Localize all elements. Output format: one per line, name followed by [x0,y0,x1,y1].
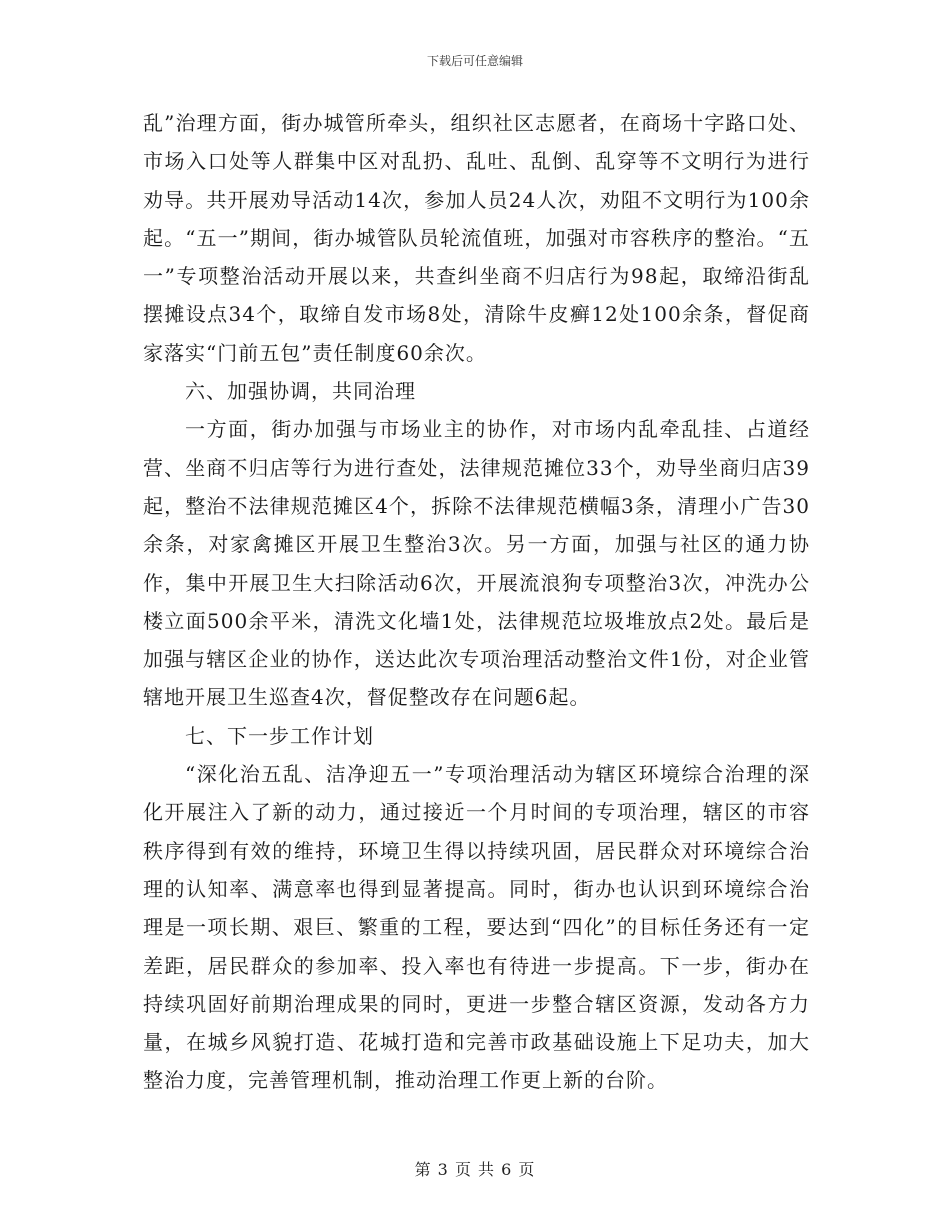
page-header-note: 下载后可任意编辑 [426,54,523,68]
paragraph-next-steps: “深化治五乱、洁净迎五一”专项治理活动为辖区环境综合治理的深化开展注入了新的动力，通过接近一个月时间的专项治理，辖区的市容秩序得到有效的维持，环境卫生得以持续巩固，居民群众对环境综合治理的认知率、满意率也得到显著提高。同时，街办也认识到环境综合治理是一项长期、艰巨、繁重的工程，要达到“四化”的目标任务还有一定差距，居民群众的参加率、投入率也有待进一步提高。下一步，街办在持续巩固好前期治理成果的同时，更进一步整合辖区资源，发动各方力量，在城乡风貌打造、花城打造和完善市政基础设施上下足功夫，加大整治力度，完善管理机制，推动治理工作更上新的台阶。 [143,762,810,1093]
section-heading-six: 六、加强协调，共同治理 [185,379,416,404]
paragraph-continued: 乱”治理方面，街办城管所牵头，组织社区志愿者，在商场十字路口处、市场入口处等人群集中区对乱扔、乱吐、乱倒、乱穿等不文明行为进行劝导。共开展劝导活动14次，参加人员24人次，劝阻不文明行为100余起。“五一”期间，街办城管队员轮流值班，加强对市容秩序的整治。“五一”专项整治活动开展以来，共查纠坐商不归店行为98起，取缔沿街乱摆摊设点34个，取缔自发市场8处，清除牛皮癣12处100余条，督促商家落实“门前五包”责任制度60余次。 [143,111,810,365]
section-heading-seven: 七、下一步工作计划 [185,723,374,748]
paragraph-coordination: 一方面，街办加强与市场业主的协作，对市场内乱牵乱挂、占道经营、坐商不归店等行为进行查处，法律规范摊位33个，劝导坐商归店39起，整治不法律规范摊区4个，拆除不法律规范横幅3条，清理小广告30余条，对家禽摊区开展卫生整治3次。另一方面，加强与社区的通力协作，集中开展卫生大扫除活动6次，开展流浪狗专项整治3次，冲洗办公楼立面500余平米，清洗文化墙1处，法律规范垃圾堆放点2处。最后是加强与辖区企业的协作，送达此次专项治理活动整治文件1份，对企业管辖地开展卫生巡查4次，督促整改存在问题6起。 [143,417,810,710]
page-number-footer: 第 3 页 共 6 页 [414,1160,536,1179]
document-body [143,104,810,1100]
